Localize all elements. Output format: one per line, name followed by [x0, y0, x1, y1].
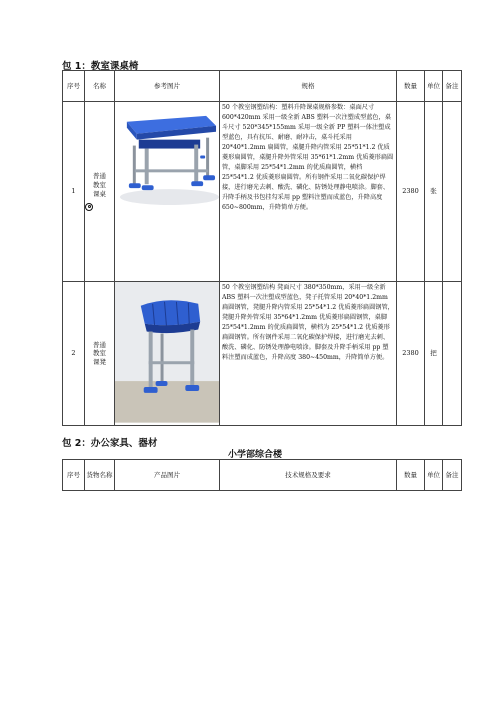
item-remark — [443, 102, 462, 282]
row-number: 1 — [63, 102, 85, 282]
item-name-line: 普通 — [93, 172, 106, 181]
item-spec — [220, 102, 397, 282]
header-name: 货物名称 — [85, 460, 115, 491]
spec-text: 50 个教室钢塑结构：塑料升降课桌规格参数：桌面尺寸 600*420mm 采用一级全新 ABS 塑料一次注塑成型蓝色，桌斗尺寸 520*345*155mm 采用一级全新 PP 塑料一体注塑成型蓝色，具有抗压、耐磨、耐冲击，桌斗托采用 20*40*1.2mm 扁圆管，桌腿升降内管采用 25*51*1.2 优质菱形扁圆管，桌腿升降外管采用 35*61*1.2mm 优质菱形扁圆管，桌脚采用 25*54*1.2mm 的优质扁圆管，横档 25*54*1.2 优质菱形扁圆管。所有钢件采用二氧化碳保护焊接，进行磨光去刺、酸洗、磷化、防锈处理静电喷涂。脚套、升降手柄及书包挂勾采用 pp 塑料注塑而成蓝色，升降高度 650~800mm，升降简单方便。 — [222, 104, 394, 212]
item-spec — [220, 282, 397, 426]
package1-title: 包 1：教室课桌椅 — [62, 61, 139, 72]
item-name-line: 教室 — [93, 349, 106, 358]
header-remark: 备注 — [443, 460, 462, 491]
item-qty: 2380 — [397, 102, 425, 282]
table-row — [63, 102, 462, 282]
item-name — [85, 282, 115, 426]
header-unit: 单位 — [425, 71, 443, 102]
header-unit: 单位 — [425, 460, 443, 491]
item-unit: 张 — [425, 102, 443, 282]
student-stool-image — [115, 282, 219, 423]
header-remark: 备注 — [443, 71, 462, 102]
circle-mark-icon — [85, 203, 93, 211]
header-spec: 规格 — [220, 71, 397, 102]
item-unit: 把 — [425, 282, 443, 426]
table-row — [63, 282, 462, 426]
package2-title: 包 2：办公家具、器材 — [62, 438, 158, 449]
row-number: 2 — [63, 282, 85, 426]
header-no: 序号 — [63, 460, 85, 491]
header-image: 参考图片 — [115, 71, 220, 102]
student-desk-image — [115, 102, 219, 278]
desk-image-cell — [115, 102, 220, 282]
item-remark — [443, 282, 462, 426]
package2-table — [62, 459, 462, 491]
item-qty: 2380 — [397, 282, 425, 426]
package2-subtitle: 小学部综合楼 — [228, 450, 283, 460]
header-qty: 数量 — [397, 71, 425, 102]
item-name-line: 课桌 — [93, 189, 106, 198]
item-name-line: 普通 — [93, 340, 106, 349]
header-name: 名称 — [85, 71, 115, 102]
package2-header-row — [63, 460, 462, 491]
item-name-line: 课凳 — [93, 358, 106, 367]
header-no: 序号 — [63, 71, 85, 102]
header-image: 产品图片 — [115, 460, 220, 491]
item-name — [85, 102, 115, 282]
header-qty: 数量 — [397, 460, 425, 491]
stool-image-cell — [115, 282, 220, 426]
spec-text: 50 个教室钢塑结构 凳面尺寸 380*350mm，采用一级全新 ABS 塑料一次注塑成型蓝色，凳子托管采用 20*40*1.2mm 扁圆钢管，凳腿升降内管采用 25*54*1.2 优质菱形扁圆钢管，凳腿升降外管采用 35*64*1.2mm 优质菱形扁圆钢管，桌脚 25*54*1.2mm 的优质扁圆管，横档为 25*54*1.2 优质菱形扁圆钢管。所有钢件采用二氧化碳保护焊接，进行磨光去刺、酸洗、磷化、防锈处理静电喷涂。脚套及升降手柄采用 pp 塑料注塑而成蓝色，升降高度 380~450mm，升降简单方便。 — [222, 284, 394, 362]
item-name-line: 教室 — [93, 181, 106, 190]
header-spec: 技术规格及要求 — [220, 460, 397, 491]
package1-header-row — [63, 71, 462, 102]
package1-table — [62, 70, 462, 426]
